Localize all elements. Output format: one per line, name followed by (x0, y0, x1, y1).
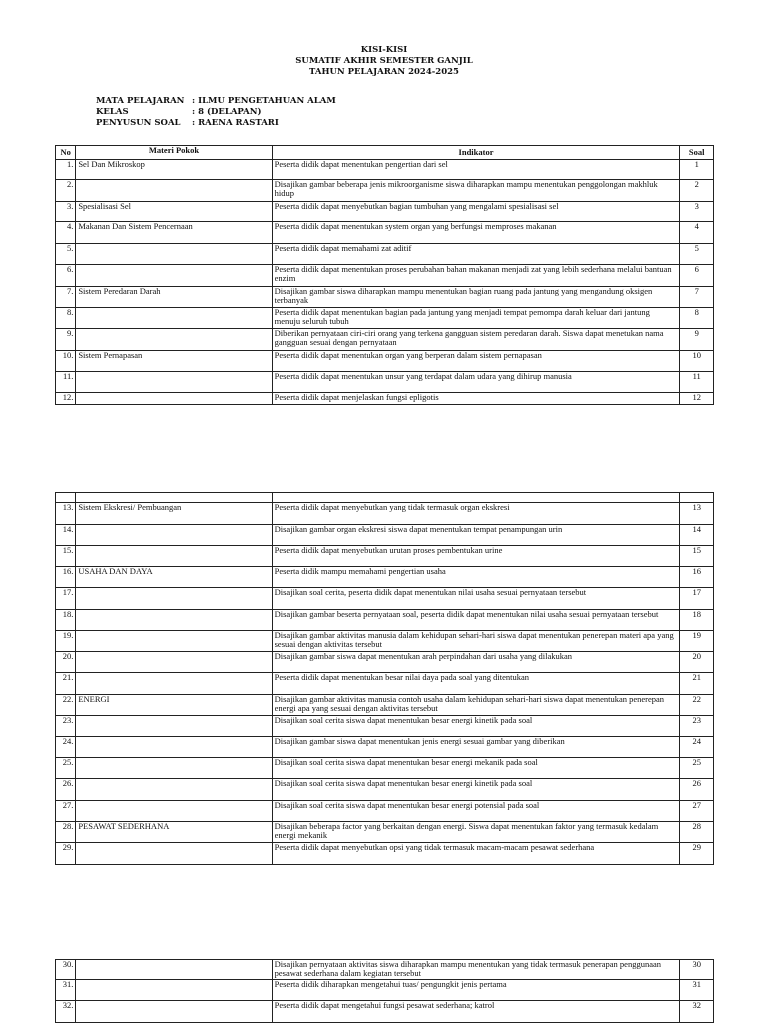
table-row (56, 779, 714, 801)
table-row (56, 308, 714, 329)
row-materi (76, 737, 272, 758)
row-no: 24. (56, 737, 76, 758)
row-no: 11. (56, 372, 76, 393)
row-indikator: Peserta didik dapat menentukan system organ yang berfungsi memproses makanan (272, 222, 680, 244)
row-soal: 4 (680, 222, 714, 244)
table-row (56, 822, 714, 843)
header-indikator: Indikator (272, 146, 680, 160)
row-indikator: Disajikan gambar organ ekskresi siswa dapat menentukan tempat penampungan urin (272, 525, 680, 546)
row-materi (76, 329, 272, 351)
meta-label: MATA PELAJARAN (96, 96, 185, 106)
row-indikator: Peserta didik dapat menentukan proses perubahan bahan makanan menjadi zat yang lebih sederhana melalui bantuan enzim (272, 265, 680, 287)
row-soal: 1 (680, 160, 714, 180)
table-row (56, 244, 714, 265)
row-no: 32. (56, 1001, 76, 1023)
row-materi (76, 843, 272, 865)
row-indikator: Disajikan gambar aktivitas manusia dalam kehidupan sehari-hari siswa dapat menentukan penerepan materi apa yang sesuai dengan aktivitas tersebut (272, 631, 680, 652)
row-no: 25. (56, 758, 76, 779)
row-no: 20. (56, 652, 76, 673)
meta-value: : ILMU PENGETAHUAN ALAM (192, 96, 336, 106)
row-indikator: Peserta didik dapat menyebutkan yang tidak termasuk organ ekskresi (272, 503, 680, 525)
row-materi: USAHA DAN DAYA (76, 567, 272, 588)
document-meta (96, 96, 336, 129)
row-soal: 9 (680, 329, 714, 351)
table-row (56, 673, 714, 695)
table-row (56, 372, 714, 393)
table-row (56, 546, 714, 567)
row-materi: Sistem Peredaran Darah (76, 287, 272, 308)
row-no: 28. (56, 822, 76, 843)
meta-row (96, 107, 336, 118)
table-row (56, 980, 714, 1001)
row-indikator: Disajikan gambar siswa dapat menentukan arah perpindahan dari usaha yang dilakukan (272, 652, 680, 673)
row-no: 16. (56, 567, 76, 588)
title-line-3: TAHUN PELAJARAN 2024-2025 (309, 67, 459, 77)
row-indikator: Peserta didik dapat menentukan pengertian dari sel (272, 160, 680, 180)
table-row (56, 652, 714, 673)
row-soal: 31 (680, 980, 714, 1001)
row-soal: 6 (680, 265, 714, 287)
row-indikator: Peserta didik dapat menentukan bagian pada jantung yang menjadi tempat pemompa darah keluar dari jantung menuju seluruh tubuh (272, 308, 680, 329)
row-indikator: Disajikan soal cerita siswa dapat menentukan besar energi kinetik pada soal (272, 779, 680, 801)
table-row (56, 567, 714, 588)
table-row (56, 202, 714, 222)
table-row (56, 1001, 714, 1023)
row-indikator: Disajikan soal cerita siswa dapat menentukan besar energi potensial pada soal (272, 801, 680, 822)
row-materi: Sel Dan Mikroskop (76, 160, 272, 180)
row-indikator: Peserta didik dapat menyebutkan urutan proses pembentukan urine (272, 546, 680, 567)
row-materi (76, 308, 272, 329)
row-indikator: Peserta didik dapat menyebutkan bagian tumbuhan yang mengalami spesialisasi sel (272, 202, 680, 222)
meta-value: : 8 (DELAPAN) (192, 107, 262, 117)
row-materi (76, 525, 272, 546)
row-no: 4. (56, 222, 76, 244)
row-soal: 3 (680, 202, 714, 222)
meta-row (96, 96, 336, 107)
row-indikator: Diberikan pernyataan ciri-ciri orang yang terkena gangguan sistem peredaran darah. Siswa dapat menetukan nama gangguan sesuai dengan pernyataan (272, 329, 680, 351)
header-no: No (56, 146, 76, 160)
row-no: 29. (56, 843, 76, 865)
row-indikator: Disajikan soal cerita siswa dapat menentukan besar energi kinetik pada soal (272, 716, 680, 737)
row-materi: Sistem Pernapasan (76, 351, 272, 372)
row-no: 3. (56, 202, 76, 222)
table-row (56, 287, 714, 308)
row-soal: 14 (680, 525, 714, 546)
row-no: 19. (56, 631, 76, 652)
row-soal: 10 (680, 351, 714, 372)
row-materi (76, 588, 272, 610)
table-row (56, 180, 714, 202)
row-indikator: Peserta didik diharapkan mengetahui tuas/ pengungkit jenis pertama (272, 980, 680, 1001)
row-indikator: Peserta didik dapat mengetahui fungsi pesawat sederhana; katrol (272, 1001, 680, 1023)
row-no: 30. (56, 960, 76, 980)
row-soal: 11 (680, 372, 714, 393)
table-row (56, 758, 714, 779)
kisi-table-3 (55, 959, 714, 1023)
row-indikator: Peserta didik dapat menentukan organ yang berperan dalam sistem pernapasan (272, 351, 680, 372)
row-materi (76, 652, 272, 673)
row-no: 7. (56, 287, 76, 308)
row-soal: 26 (680, 779, 714, 801)
row-soal: 22 (680, 695, 714, 716)
title-line-2: SUMATIF AKHIR SEMESTER GANJIL (295, 56, 473, 66)
row-no: 27. (56, 801, 76, 822)
row-no: 17. (56, 588, 76, 610)
row-indikator: Disajikan gambar beberapa jenis mikroorganisme siswa diharapkan mampu menentukan penggolongan makhluk hidup (272, 180, 680, 202)
blank-row (56, 493, 714, 503)
row-soal: 5 (680, 244, 714, 265)
row-soal: 8 (680, 308, 714, 329)
row-materi: Sistem Ekskresi/ Pembuangan (76, 503, 272, 525)
row-soal: 28 (680, 822, 714, 843)
row-soal: 12 (680, 393, 714, 405)
row-no: 13. (56, 503, 76, 525)
row-indikator: Peserta didik dapat menjelaskan fungsi epligotis (272, 393, 680, 405)
row-indikator: Disajikan gambar siswa dapat menentukan jenis energi sesuai gambar yang diberikan (272, 737, 680, 758)
row-soal: 29 (680, 843, 714, 865)
row-materi (76, 393, 272, 405)
row-soal: 30 (680, 960, 714, 980)
meta-label: PENYUSUN SOAL (96, 118, 181, 128)
row-no: 6. (56, 265, 76, 287)
header-soal: Soal (680, 146, 714, 160)
row-no: 21. (56, 673, 76, 695)
row-no: 18. (56, 610, 76, 631)
row-materi: Spesialisasi Sel (76, 202, 272, 222)
row-soal: 23 (680, 716, 714, 737)
row-soal: 20 (680, 652, 714, 673)
table-row (56, 265, 714, 287)
row-indikator: Peserta didik mampu memahami pengertian usaha (272, 567, 680, 588)
row-no: 22. (56, 695, 76, 716)
row-materi (76, 631, 272, 652)
row-materi (76, 546, 272, 567)
row-no: 9. (56, 329, 76, 351)
row-soal: 18 (680, 610, 714, 631)
kisi-table-2 (55, 492, 714, 865)
row-materi: PESAWAT SEDERHANA (76, 822, 272, 843)
row-no: 10. (56, 351, 76, 372)
row-indikator: Peserta didik dapat memahami zat aditif (272, 244, 680, 265)
row-soal: 25 (680, 758, 714, 779)
table-row (56, 160, 714, 180)
row-materi (76, 372, 272, 393)
row-indikator: Disajikan gambar siswa diharapkan mampu menentukan bagian ruang pada jantung yang mengandung oksigen terbanyak (272, 287, 680, 308)
table-row (56, 525, 714, 546)
row-soal: 19 (680, 631, 714, 652)
row-materi (76, 801, 272, 822)
row-indikator: Peserta didik dapat menentukan besar nilai daya pada soal yang ditentukan (272, 673, 680, 695)
row-no: 1. (56, 160, 76, 180)
table-row (56, 960, 714, 980)
row-no: 23. (56, 716, 76, 737)
table-row (56, 695, 714, 716)
table-row (56, 801, 714, 822)
table-row (56, 351, 714, 372)
table-row (56, 610, 714, 631)
row-materi (76, 1001, 272, 1023)
header-materi: Materi Pokok (76, 146, 272, 160)
row-indikator: Disajikan gambar aktivitas manusia contoh usaha dalam kehidupan sehari-hari siswa dapat menentukan penerepan energi apa yang sesuai dengan aktivitas tersebut (272, 695, 680, 716)
title-line-1: KISI-KISI (360, 45, 408, 55)
row-materi (76, 716, 272, 737)
row-materi (76, 610, 272, 631)
meta-row (96, 118, 336, 129)
row-soal: 24 (680, 737, 714, 758)
row-soal: 13 (680, 503, 714, 525)
table-header-row (56, 146, 714, 160)
table-row (56, 222, 714, 244)
row-indikator: Peserta didik dapat menyebutkan opsi yang tidak termasuk macam-macam pesawat sederhana (272, 843, 680, 865)
row-materi (76, 180, 272, 202)
row-materi (76, 265, 272, 287)
row-materi: Makanan Dan Sistem Pencernaan (76, 222, 272, 244)
row-soal: 7 (680, 287, 714, 308)
table-row (56, 631, 714, 652)
table-row (56, 393, 714, 405)
row-materi (76, 980, 272, 1001)
table-row (56, 737, 714, 758)
table-row (56, 588, 714, 610)
row-no: 2. (56, 180, 76, 202)
row-materi (76, 779, 272, 801)
row-materi (76, 960, 272, 980)
document-title (0, 45, 768, 78)
row-soal: 32 (680, 1001, 714, 1023)
row-no: 26. (56, 779, 76, 801)
row-soal: 21 (680, 673, 714, 695)
row-no: 14. (56, 525, 76, 546)
row-materi (76, 244, 272, 265)
table-row (56, 716, 714, 737)
kisi-table-1 (55, 145, 714, 405)
row-soal: 15 (680, 546, 714, 567)
table-row (56, 329, 714, 351)
meta-label: KELAS (96, 107, 129, 117)
table-row (56, 503, 714, 525)
row-indikator: Disajikan gambar beserta pernyataan soal, peserta didik dapat menentukan nilai usaha sesuai pernyataan tersebut (272, 610, 680, 631)
meta-value: : RAENA RASTARI (192, 118, 279, 128)
row-materi (76, 758, 272, 779)
row-indikator: Disajikan pernyataan aktivitas siswa diharapkan mampu menentukan yang tidak termasuk penerapan penggunaan pesawat sederhana dalam kegiatan tersebut (272, 960, 680, 980)
row-no: 5. (56, 244, 76, 265)
row-soal: 27 (680, 801, 714, 822)
row-soal: 16 (680, 567, 714, 588)
row-no: 12. (56, 393, 76, 405)
row-indikator: Peserta didik dapat menentukan unsur yang terdapat dalam udara yang dihirup manusia (272, 372, 680, 393)
row-no: 31. (56, 980, 76, 1001)
row-indikator: Disajikan soal cerita, peserta didik dapat menentukan nilai usaha sesuai pernyataan tersebut (272, 588, 680, 610)
row-indikator: Disajikan beberapa factor yang berkaitan dengan energi. Siswa dapat menentukan faktor yang termasuk kedalam energi mekanik (272, 822, 680, 843)
row-indikator: Disajikan soal cerita siswa dapat menentukan besar energi mekanik pada soal (272, 758, 680, 779)
row-no: 8. (56, 308, 76, 329)
row-materi: ENERGI (76, 695, 272, 716)
row-soal: 2 (680, 180, 714, 202)
row-soal: 17 (680, 588, 714, 610)
table-row (56, 843, 714, 865)
row-no: 15. (56, 546, 76, 567)
row-materi (76, 673, 272, 695)
